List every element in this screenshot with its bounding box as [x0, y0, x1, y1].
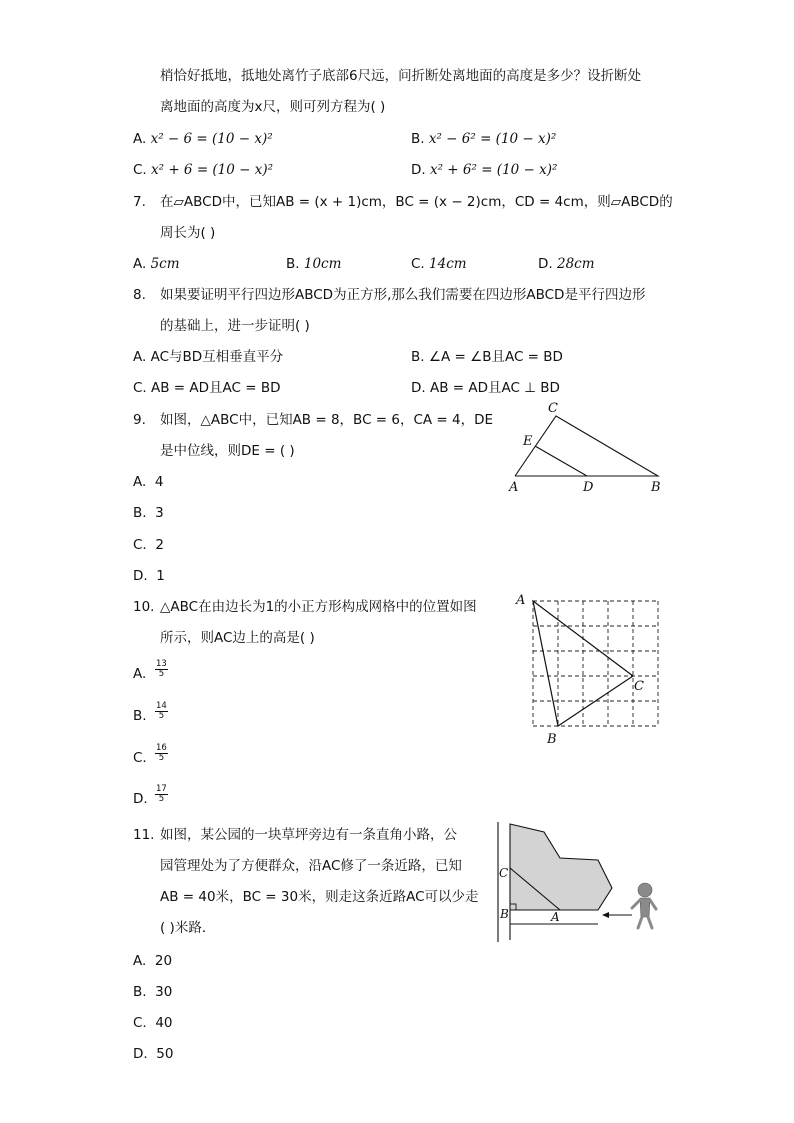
q9-label-b: B [651, 480, 661, 495]
q9-label-a: A [509, 480, 519, 495]
q11-number: 11. [133, 827, 155, 843]
q11-label-a: A [551, 910, 560, 924]
q10-option-b-fraction[interactable]: 14 5 [156, 701, 167, 721]
q11-label-b: B [500, 907, 509, 921]
q6-option-d[interactable]: D. x² + 6² = (10 − x)² [411, 162, 558, 178]
q11-stem-line1: 如图，某公园的一块草坪旁边有一条直角小路，公 [160, 827, 457, 843]
q10-option-a-fraction[interactable]: 13 5 [156, 659, 167, 679]
q9-label-e: E [523, 434, 533, 449]
q7-number: 7. [133, 194, 146, 210]
q11-option-a[interactable]: A. 20 [133, 953, 173, 969]
q10-option-a-label[interactable]: A. [133, 666, 147, 682]
q9-option-b[interactable]: B. 3 [133, 505, 164, 521]
q10-label-a: A [516, 593, 526, 608]
q7-stem-line2: 周长为( ) [160, 225, 216, 241]
q6-option-c[interactable]: C. x² + 6 = (10 − x)² [133, 162, 274, 178]
q6-stem-line2: 离地面的高度为x尺，则可列方程为( ) [160, 99, 386, 115]
q7-option-d[interactable]: D. 28cm [538, 256, 595, 272]
q11-option-d[interactable]: D. 50 [133, 1046, 174, 1062]
q7-option-b[interactable]: B. 10cm [286, 256, 342, 272]
q11-person-icon [632, 883, 656, 928]
q9-triangle-outline [515, 416, 658, 476]
q10-option-c-label[interactable]: C. [133, 750, 147, 766]
q11-option-b[interactable]: B. 30 [133, 984, 173, 1000]
q6-option-b[interactable]: B. x² − 6² = (10 − x)² [411, 131, 557, 147]
q8-option-b[interactable]: B. ∠A = ∠B且AC = BD [411, 349, 563, 365]
q8-option-c[interactable]: C. AB = AD且AC = BD [133, 380, 281, 396]
q9-midline-de [535, 446, 587, 476]
q8-number: 8. [133, 287, 146, 303]
q8-stem-line2: 的基础上，进一步证明( ) [160, 318, 310, 334]
q11-stem-line3: AB = 40米，BC = 30米，则走这条近路AC可以少走 [160, 889, 479, 905]
q11-lawn [510, 824, 612, 910]
q6-stem-line1: 梢恰好抵地，抵地处离竹子底部6尺远，问折断处离地面的高度是多少？设折断处 [160, 68, 642, 84]
q10-label-b: B [547, 732, 557, 747]
q11-stem-line2: 园管理处为了方便群众，沿AC修了一条近路，已知 [160, 858, 462, 874]
q10-option-c-fraction[interactable]: 16 5 [156, 743, 167, 763]
q9-stem-line2: 是中位线，则DE = ( ) [160, 443, 295, 459]
q11-option-c[interactable]: C. 40 [133, 1015, 173, 1031]
q9-option-c[interactable]: C. 2 [133, 537, 164, 553]
q9-label-d: D [583, 480, 594, 495]
q7-stem-line1: 在▱ABCD中，已知AB = (x + 1)cm，BC = (x − 2)cm，CD = 4cm，则▱ABCD的 [160, 194, 673, 210]
q9-label-c: C [548, 401, 558, 416]
q10-grid-figure [512, 590, 667, 748]
q7-option-c[interactable]: C. 14cm [411, 256, 467, 272]
q10-stem-line2: 所示，则AC边上的高是( ) [160, 630, 315, 646]
q11-label-c: C [499, 866, 509, 880]
q10-option-d-fraction[interactable]: 17 5 [156, 784, 167, 804]
q10-option-b-label[interactable]: B. [133, 708, 147, 724]
q11-arrowhead [602, 912, 609, 918]
q9-triangle-figure [500, 398, 670, 496]
q9-option-a[interactable]: A. 4 [133, 474, 164, 490]
q10-label-c: C [634, 679, 644, 694]
q8-stem-line1: 如果要证明平行四边形ABCD为正方形,那么我们需要在四边形ABCD是平行四边形 [160, 287, 646, 303]
q6-option-a[interactable]: A. x² − 6 = (10 − x)² [133, 131, 273, 147]
q8-option-a[interactable]: A. AC与BD互相垂直平分 [133, 349, 284, 365]
q11-park-figure [492, 818, 667, 948]
q10-stem-line1: △ABC在由边长为1的小正方形构成网格中的位置如图 [160, 599, 477, 615]
q7-option-a[interactable]: A. 5cm [133, 256, 180, 272]
q10-number: 10. [133, 599, 155, 615]
q10-dashed-grid [533, 601, 658, 726]
q10-option-d-label[interactable]: D. [133, 791, 148, 807]
q9-stem-line1: 如图，△ABC中，已知AB = 8，BC = 6，CA = 4，DE [160, 412, 494, 428]
q11-stem-line4: ( )米路． [160, 920, 216, 936]
q9-number: 9. [133, 412, 146, 428]
q9-option-d[interactable]: D. 1 [133, 568, 165, 584]
q8-option-d[interactable]: D. AB = AD且AC ⊥ BD [411, 380, 560, 396]
